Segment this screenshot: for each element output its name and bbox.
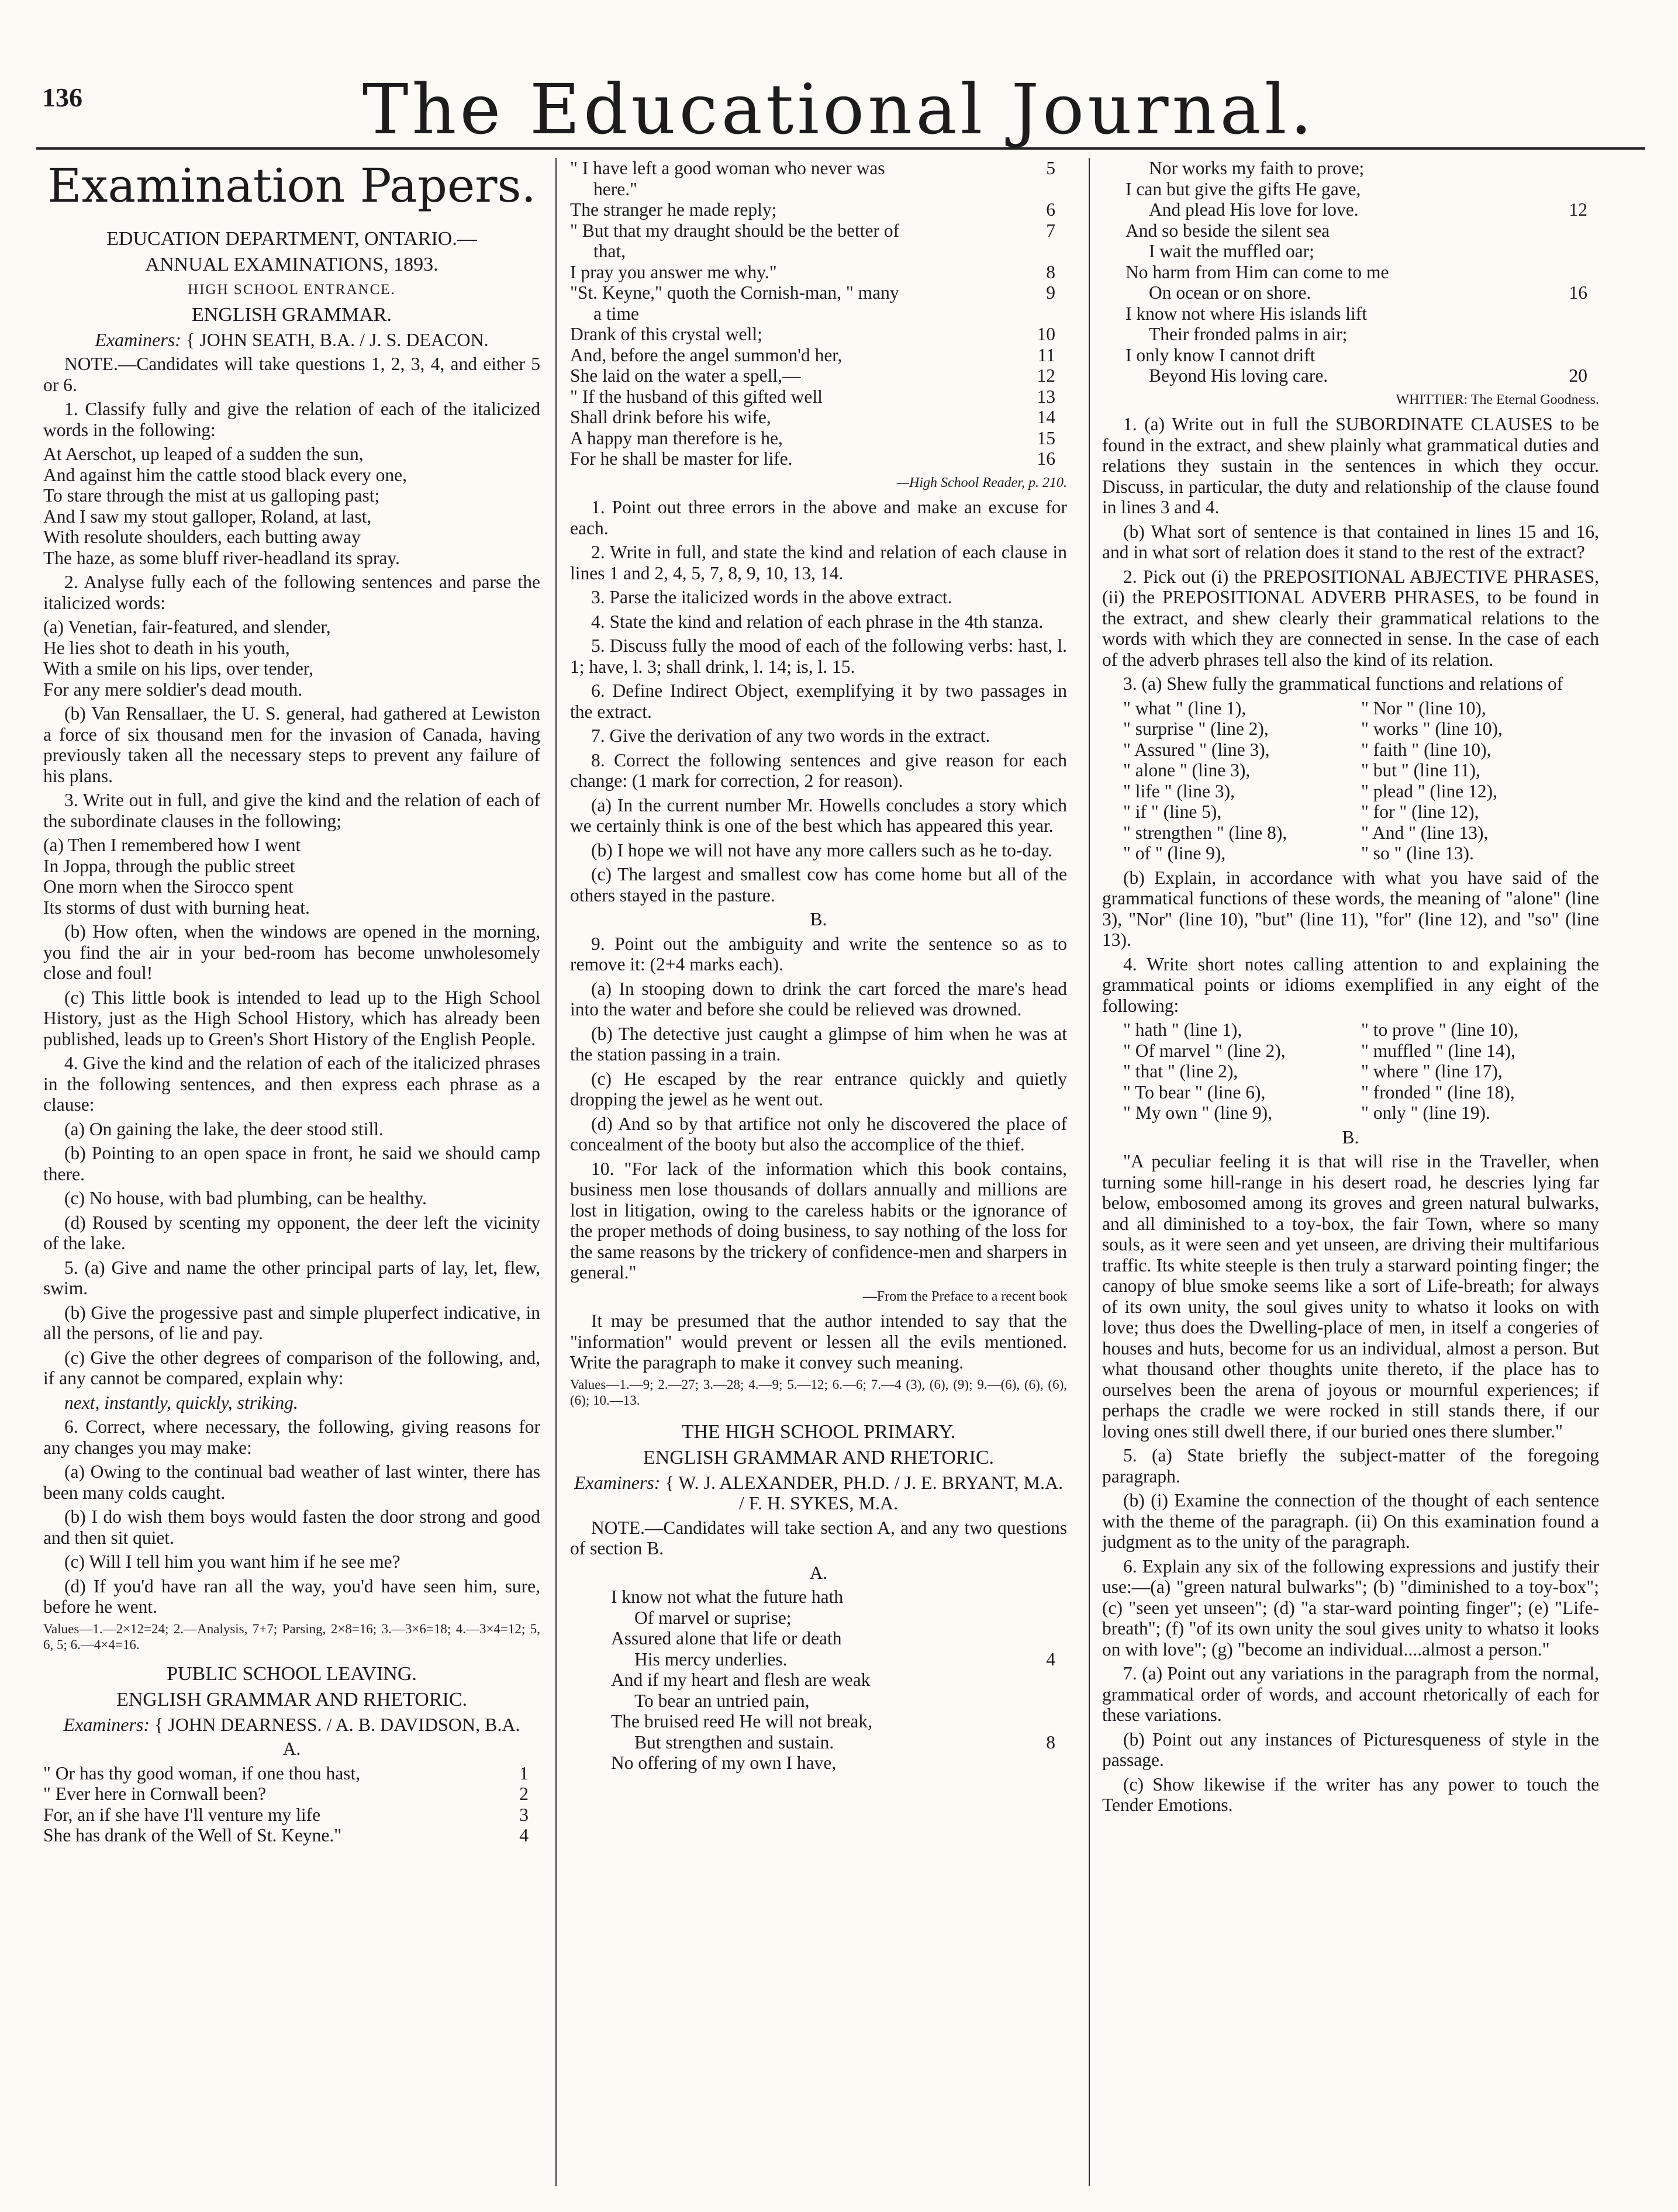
line-number: 1: [519, 1762, 529, 1784]
question-1b: (b) What sort of sentence is that contained in lines 15 and 16, and in what sort of relation does it stand to the rest of the extract?: [1102, 521, 1599, 562]
verse-text: Of marvel or suprise;: [634, 1607, 792, 1628]
verse-text: I can but give the gifts He gave,: [1125, 178, 1361, 199]
line-number: 4: [519, 1825, 529, 1845]
numbered-poem: [570, 158, 1067, 469]
section-b-label: B.: [1342, 1126, 1359, 1148]
verse-line: Its storms of dust with burning heat.: [43, 897, 310, 918]
question-7b: (b) Point out any instances of Picturesqueness of style in the passage.: [1102, 1729, 1599, 1770]
question-5a: 5. (a) Give and name the other principal parts of lay, let, flew, swim.: [43, 1257, 540, 1298]
verse-text: A happy man therefore is he,: [570, 427, 783, 448]
verse-line: For any mere soldier's dead mouth.: [43, 679, 303, 700]
verse-line: " that " (line 2),: [1123, 1061, 1238, 1081]
line-number: 11: [1037, 344, 1055, 365]
verse-text: Nor works my faith to prove;: [1149, 158, 1365, 178]
marks-values: Values—1.—2×12=24; 2.—Analysis, 7+7; Parsing, 2×8=16; 3.—3×6=18; 4.—3×4=12; 5, 6, 5; 6.—4×4=16.: [43, 1621, 540, 1652]
hsp-note: NOTE.—Candidates will take section A, and any two questions of section B.: [570, 1517, 1067, 1558]
journal-title: The Educational Journal.: [362, 69, 1316, 150]
marks-values: Values—1.—9; 2.—27; 3.—28; 4.—9; 5.—12; 6.—6; 7.—4 (3), (6), (9); 9.—(6), (6), (6), (6); 10.—13.: [570, 1377, 1067, 1408]
verse-text: " If the husband of this gifted well: [570, 386, 823, 407]
verse-line: [1125, 179, 1599, 200]
question-10b: It may be presumed that the author intended to say that the "information" would prevent or lessen all the evils mentioned. Write the paragraph to make it convey such meaning.: [570, 1311, 1067, 1373]
word-list: [1102, 1019, 1599, 1127]
verse-line: [611, 1711, 1067, 1732]
verse-line: " Of marvel " (line 2),: [1123, 1040, 1286, 1061]
question-3: 3. Parse the italicized words in the above extract.: [591, 587, 952, 607]
verse-line: " to prove " (line 10),: [1361, 1019, 1518, 1040]
verse-line: " plead " (line 12),: [1361, 780, 1498, 801]
line-number: 16: [1569, 282, 1587, 303]
exam-subject: ENGLISH GRAMMAR.: [192, 303, 392, 326]
verse-line: " where " (line 17),: [1361, 1061, 1503, 1081]
question-4c: (c) No house, with bad plumbing, can be healthy.: [64, 1188, 427, 1208]
verse-line: (a) Venetian, fair-featured, and slender,: [43, 617, 331, 637]
verse-text: She has drank of the Well of St. Keyne.": [43, 1825, 342, 1845]
question-7: 7. Give the derivation of any two words in the extract.: [591, 725, 990, 746]
line-number: 3: [519, 1804, 529, 1825]
question-4a: (a) On gaining the lake, the deer stood still.: [64, 1118, 384, 1139]
verse-line: [1125, 199, 1599, 220]
prose-passage: "A peculiar feeling it is that will rise in the Traveller, when turning some hill-range in his desert road, he descries lying far below, embosomed among its groves and green natural bulwarks, and all diminished to a toy-box, the fair Town, where so many souls, as it were seen and yet unseen, are driving their multifarious traffic. Its white steeple is then truly a starward pointing finger; the canopy of blue smoke seems like a sort of Life-breath; for always of its own unity, the soul gives unity to whatso it looks on with love; thus does the Dwelling-place of men, in itself a congeries of houses and huts, become for us an individual, almost a person. But what thousand other thoughts unite thereto, if the place has to ourselves been the arena of joyous or mournful experiences; if perhaps the cradle we were rocked in still stands there, if our loving ones still dwell there, if our buried ones there slumber.": [1102, 1151, 1599, 1442]
examiners-line: Examiners: { JOHN SEATH, B.A. / J. S. DEACON.: [95, 329, 489, 350]
verse-line: " strengthen " (line 8),: [1123, 822, 1287, 843]
hsp-subject: ENGLISH GRAMMAR AND RHETORIC.: [643, 1446, 995, 1468]
annual-heading: ANNUAL EXAMINATIONS, 1893.: [145, 254, 439, 275]
verse-text: I know not what the future hath: [611, 1587, 844, 1607]
verse-line: " faith " (line 10),: [1361, 739, 1491, 760]
verse-line: [570, 365, 1067, 386]
verse-line: He lies shot to death in his youth,: [43, 637, 290, 658]
question-4: 4. State the kind and relation of each phrase in the 4th stanza.: [591, 611, 1044, 632]
verse-text: " But that my draught should be the better of: [570, 220, 900, 241]
question-9: 9. Point out the ambiguity and write the sentence so as to remove it: (2+4 marks each).: [570, 933, 1067, 974]
section-a-label: A.: [809, 1562, 828, 1583]
verse-text: Drank of this crystal well;: [570, 324, 762, 344]
question-6a: (a) Owing to the continual bad weather of last winter, there has been many colds caught.: [43, 1461, 540, 1503]
header-rule: [36, 147, 1645, 150]
verse-line: And against him the cattle stood black every one,: [43, 464, 407, 485]
question-3b: (b) How often, when the windows are opened in the morning, you find the air in your bed-room has become unwholesomely close and foul!: [43, 921, 540, 983]
question-3: 3. Write out in full, and give the kind and the relation of each of the subordinate clauses in the following;: [43, 790, 540, 831]
question-9a: (a) In stooping down to drink the cart forced the mare's head into the water and before she could be relieved was drowned.: [570, 978, 1067, 1019]
section-b-label: B.: [810, 909, 827, 929]
psl-title: PUBLIC SCHOOL LEAVING.: [167, 1663, 417, 1685]
verse-line: " if " (line 5),: [1123, 801, 1222, 822]
question-8b: (b) I hope we will not have any more callers such as he to-day.: [591, 839, 1052, 860]
section-title: Examination Papers.: [47, 158, 536, 213]
verse-text: And so beside the silent sea: [1125, 220, 1330, 241]
verse-line: " My own " (line 9),: [1123, 1102, 1272, 1123]
question-8c: (c) The largest and smallest cow has come home but all of the others stayed in the pasture.: [570, 864, 1067, 905]
word-list: [1102, 698, 1599, 867]
hsp-title: THE HIGH SCHOOL PRIMARY.: [681, 1420, 956, 1443]
numbered-poem: [570, 1587, 1067, 1774]
psl-examiners: Examiners: { JOHN DEARNESS. / A. B. DAVIDSON, B.A.: [63, 1713, 520, 1735]
verse-line: [570, 303, 1067, 324]
question-5b: (b) (i) Examine the connection of the thought of each sentence with the theme of the paragraph. (ii) On this examination found a judgment as to the unity of the paragraph.: [1102, 1490, 1599, 1552]
question-5a: 5. (a) State briefly the subject-matter of the foregoing paragraph.: [1102, 1445, 1599, 1487]
column-2: [570, 158, 1067, 1777]
verse-line: " so " (line 13).: [1361, 843, 1474, 863]
line-number: 13: [1037, 386, 1055, 407]
question-9b: (b) The detective just caught a glimpse of him when he was at the station passing in a train.: [570, 1023, 1067, 1064]
question-6: 6. Correct, where necessary, the following, giving reasons for any changes you may make:: [43, 1416, 540, 1458]
question-6c: (c) Will I tell him you want him if he see me?: [64, 1551, 400, 1572]
verse-line: With resolute shoulders, each butting away: [43, 527, 361, 547]
question-2b: (b) Van Rensallaer, the U. S. general, had gathered at Lewiston a force of six thousand men for the invasion of Canada, having previously taken all the necessary steps to prevent any failure of his plans.: [43, 703, 540, 786]
question-8a: (a) In the current number Mr. Howells concludes a story which we certainly think is one of the best which has appeared this year.: [570, 794, 1067, 836]
line-number: 6: [1046, 199, 1055, 220]
question-1: 1. Classify fully and give the relation of each of the italicized words in the following:: [43, 399, 540, 440]
line-number: 8: [1046, 1731, 1055, 1753]
verse-line: To stare through the mist at us galloping past;: [43, 485, 380, 506]
section-a-label: A.: [282, 1739, 301, 1759]
verse-line: " but " (line 11),: [1361, 760, 1480, 780]
verse-text: Their fronded palms in air;: [1149, 324, 1348, 344]
verse-line: [43, 1784, 540, 1805]
line-number: 2: [519, 1784, 529, 1804]
verse-line: [611, 1732, 1067, 1753]
verse-line: [1125, 324, 1599, 345]
question-2: 2. Pick out (i) the PREPOSITIONAL ABJECTIVE PHRASES, (ii) the PREPOSITIONAL ADVERB PHRASES, to be found in the extract, and shew clearly their grammatical relations to the words with which they are connected in sense. In the case of each of the adverb phrases tell also the kind of its relation.: [1102, 566, 1599, 670]
line-number: 12: [1037, 365, 1055, 386]
verse-text: I know not where His islands lift: [1125, 303, 1367, 324]
verse-text: " I have left a good woman who never was: [570, 158, 885, 178]
line-number: 7: [1046, 220, 1055, 241]
verse-line: [43, 1763, 540, 1784]
verse-line: [1125, 303, 1599, 324]
verse-text: I only know I cannot drift: [1125, 344, 1316, 365]
question-5b: (b) Give the progessive past and simple pluperfect indicative, in all the persons, of lie and pay.: [43, 1302, 540, 1343]
poem-source: —High School Reader, p. 210.: [896, 475, 1067, 490]
verse-text: No harm from Him can come to me: [1125, 261, 1389, 282]
verse-line: " only " (line 19).: [1361, 1102, 1490, 1123]
column-1: [43, 158, 540, 1850]
verse-line: [43, 1825, 540, 1846]
question-5c-words: next, instantly, quickly, striking.: [64, 1392, 298, 1413]
verse-line: [570, 262, 1067, 283]
verse-text: For he shall be master for life.: [570, 448, 793, 469]
quote-source: —From the Preface to a recent book: [862, 1288, 1067, 1304]
verse-text: And if my heart and flesh are weak: [611, 1670, 871, 1690]
verse-line: [570, 428, 1067, 449]
verse-text: Beyond His loving care.: [1149, 365, 1328, 386]
numbered-poem: [43, 1763, 540, 1846]
verse-line: " alone " (line 3),: [1123, 760, 1251, 780]
verse-text: For, an if she have I'll venture my life: [43, 1804, 321, 1825]
column-divider: [555, 158, 557, 2186]
verse-text: " Or has thy good woman, if one thou hast,: [43, 1762, 361, 1784]
question-6: 6. Define Indirect Object, exemplifying it by two passages in the extract.: [570, 680, 1067, 722]
verse-line: [570, 448, 1067, 469]
question-8: 8. Correct the following sentences and give reason for each change: (1 mark for correction, 2 for reason).: [570, 749, 1067, 791]
question-9d: (d) And so by that artifice not only he discovered the place of concealment of the booty but also the accomplice of the thief.: [570, 1113, 1067, 1155]
verse-line: [570, 282, 1067, 303]
page-number: 136: [42, 82, 82, 112]
exam-note: NOTE.—Candidates will take questions 1, 2, 3, 4, and either 5 or 6.: [43, 354, 540, 395]
verse-line: " fronded " (line 18),: [1361, 1081, 1515, 1102]
poem-extract: [43, 835, 540, 918]
line-number: 10: [1037, 324, 1055, 344]
verse-line: [1125, 365, 1599, 386]
verse-text: The bruised reed He will not break,: [611, 1711, 872, 1731]
question-6: 6. Explain any six of the following expressions and justify their use:—(a) "green natural bulwarks"; (b) "diminished to a toy-box"; (c) "seen yet unseen"; (d) "a star-ward pointing finger"; (e) "Life-breath"; (f) "of its own unity the soul gives unity to whatso it looks on with love"; (g) "become an individual....almost a person.": [1102, 1556, 1599, 1660]
question-3b: (b) Explain, in accordance with what you have said of the grammatical functions of these words, the meaning of "alone" (line 3), "Nor" (line 10), "but" (line 11), "for" (line 12), and "so" (line 13).: [1102, 867, 1599, 950]
poem-extract: [43, 617, 540, 700]
question-5c: (c) Give the other degrees of comparison of the following, and, if any cannot be compared, explain why:: [43, 1347, 540, 1388]
verse-line: " Nor " (line 10),: [1361, 697, 1486, 718]
verse-text: She laid on the water a spell,—: [570, 365, 801, 386]
line-number: 5: [1046, 158, 1055, 178]
verse-line: At Aerschot, up leaped of a sudden the sun,: [43, 444, 364, 464]
verse-text: No offering of my own I have,: [611, 1753, 837, 1773]
verse-line: (a) Then I remembered how I went: [43, 835, 301, 855]
poem-source: WHITTIER: The Eternal Goodness.: [1396, 392, 1599, 407]
verse-text: Shall drink before his wife,: [570, 407, 771, 427]
verse-line: " And " (line 13),: [1361, 822, 1489, 843]
verse-line: [570, 158, 1067, 179]
verse-line: [1125, 262, 1599, 283]
verse-line: " surprise " (line 2),: [1123, 718, 1269, 739]
line-number: 14: [1037, 407, 1055, 427]
column-divider: [1089, 158, 1090, 2186]
verse-text: And plead His love for love.: [1149, 199, 1359, 220]
verse-line: " hath " (line 1),: [1123, 1019, 1242, 1040]
department-heading: EDUCATION DEPARTMENT, ONTARIO.—: [106, 228, 477, 250]
verse-text: that,: [593, 241, 626, 261]
question-3c: (c) This little book is intended to lead up to the High School History, just as the High School History, which has already been published, leads up to Green's Short History of the English People.: [43, 987, 540, 1049]
verse-line: [1125, 158, 1599, 179]
verse-line: With a smile on his lips, over tender,: [43, 658, 314, 679]
verse-text: On ocean or on shore.: [1149, 282, 1311, 303]
verse-line: [1125, 220, 1599, 241]
question-2: 2. Analyse fully each of the following sentences and parse the italicized words:: [43, 572, 540, 613]
verse-line: [611, 1587, 1067, 1608]
verse-text: "St. Keyne," quoth the Cornish-man, " many: [570, 282, 899, 303]
verse-line: " To bear " (line 6),: [1123, 1081, 1266, 1102]
column-3: [1102, 158, 1599, 1819]
verse-text: I wait the muffled oar;: [1149, 241, 1314, 261]
exam-level: HIGH SCHOOL ENTRANCE.: [188, 282, 396, 298]
verse-line: [570, 179, 1067, 200]
question-4d: (d) Roused by scenting my opponent, the deer left the vicinity of the lake.: [43, 1212, 540, 1253]
question-6d: (d) If you'd have ran all the way, you'd have seen him, sure, before he went.: [43, 1575, 540, 1617]
line-number: 16: [1037, 448, 1055, 469]
verse-line: [570, 220, 1067, 241]
verse-line: " of " (line 9),: [1123, 843, 1226, 863]
question-4b: (b) Pointing to an open space in front, he said we should camp there.: [43, 1143, 540, 1184]
verse-line: " muffled " (line 14),: [1361, 1040, 1515, 1061]
verse-text: But strengthen and sustain.: [634, 1731, 834, 1753]
verse-line: " works " (line 10),: [1361, 718, 1503, 739]
verse-line: " Assured " (line 3),: [1123, 739, 1270, 760]
verse-line: [570, 386, 1067, 407]
verse-text: His mercy underlies.: [634, 1648, 788, 1670]
verse-line: [570, 241, 1067, 262]
question-7c: (c) Show likewise if the writer has any power to touch the Tender Emotions.: [1102, 1774, 1599, 1815]
line-number: 15: [1037, 427, 1055, 448]
line-number: 20: [1569, 365, 1587, 386]
verse-line: The haze, as some bluff river-headland its spray.: [43, 547, 400, 568]
question-7a: 7. (a) Point out any variations in the paragraph from the normal, grammatical order of words, and account rhetorically of each for these variations.: [1102, 1663, 1599, 1725]
verse-line: [43, 1805, 540, 1826]
verse-text: Assured alone that life or death: [611, 1628, 842, 1648]
verse-line: One morn when the Sirocco spent: [43, 876, 294, 897]
verse-text: " Ever here in Cornwall been?: [43, 1784, 267, 1804]
verse-line: [611, 1691, 1067, 1712]
poem-extract: [43, 444, 540, 568]
line-number: 4: [1046, 1648, 1055, 1670]
numbered-poem: [1102, 158, 1599, 386]
verse-line: [570, 407, 1067, 428]
verse-line: [611, 1670, 1067, 1691]
verse-line: And I saw my stout galloper, Roland, at last,: [43, 506, 372, 527]
verse-text: To bear an untried pain,: [634, 1690, 810, 1711]
question-9c: (c) He escaped by the rear entrance quickly and quietly dropping the jewel as he went out.: [570, 1068, 1067, 1110]
question-1a: 1. (a) Write out in full the SUBORDINATE CLAUSES to be found in the extract, and shew plainly what grammatical duties and relations they sustain in the sentences in which they occur. Discuss, in particular, the duty and relationship of the clause found in lines 3 and 4.: [1102, 414, 1599, 517]
psl-subject: ENGLISH GRAMMAR AND RHETORIC.: [116, 1688, 468, 1710]
verse-line: [1125, 282, 1599, 303]
question-5: 5. Discuss fully the mood of each of the following verbs: hast, l. 1; have, l. 3; shall drink, l. 14; is, l. 15.: [570, 635, 1067, 677]
verse-line: [570, 199, 1067, 220]
verse-line: [570, 324, 1067, 345]
question-4: 4. Write short notes calling attention to and explaining the grammatical points or idioms exemplified in any eight of the following:: [1102, 953, 1599, 1016]
question-6b: (b) I do wish them boys would fasten the door strong and good and then sit quiet.: [43, 1506, 540, 1548]
verse-line: [611, 1628, 1067, 1649]
verse-text: And, before the angel summon'd her,: [570, 344, 843, 365]
line-number: 9: [1046, 282, 1055, 303]
verse-line: [611, 1753, 1067, 1774]
verse-line: " what " (line 1),: [1123, 697, 1247, 718]
question-4: 4. Give the kind and the relation of each of the italicized phrases in the following sentences, and then express each phrase as a clause:: [43, 1053, 540, 1115]
verse-text: I pray you answer me why.": [570, 261, 777, 282]
question-10: 10. "For lack of the information which this book contains, business men lose thousands of dollars annually and millions are lost in litigation, owing to the careless habits or the ignorance of the proper methods of doing business, to say nothing of the loss for the same reasons by the trickery of confidence-men and sharpers in general.": [570, 1158, 1067, 1283]
verse-text: The stranger he made reply;: [570, 199, 777, 220]
verse-line: " life " (line 3),: [1123, 780, 1235, 801]
verse-line: [611, 1608, 1067, 1629]
verse-line: " for " (line 12),: [1361, 801, 1479, 822]
verse-text: here.": [593, 178, 637, 199]
verse-line: [1125, 241, 1599, 262]
verse-text: a time: [593, 303, 639, 324]
line-number: 12: [1569, 199, 1587, 220]
verse-line: [611, 1649, 1067, 1670]
hsp-examiners: Examiners: { W. J. ALEXANDER, PH.D. / J. E. BRYANT, M.A. / F. H. SYKES, M.A.: [574, 1471, 1064, 1513]
line-number: 8: [1046, 261, 1055, 282]
question-1: 1. Point out three errors in the above and make an excuse for each.: [570, 497, 1067, 538]
question-2: 2. Write in full, and state the kind and relation of each clause in lines 1 and 2, 4, 5, 7, 8, 9, 10, 13, 14.: [570, 542, 1067, 583]
verse-line: [570, 345, 1067, 366]
verse-line: [1125, 345, 1599, 366]
verse-line: In Joppa, through the public street: [43, 855, 295, 876]
question-3a: 3. (a) Shew fully the grammatical functions and relations of: [1123, 673, 1563, 694]
